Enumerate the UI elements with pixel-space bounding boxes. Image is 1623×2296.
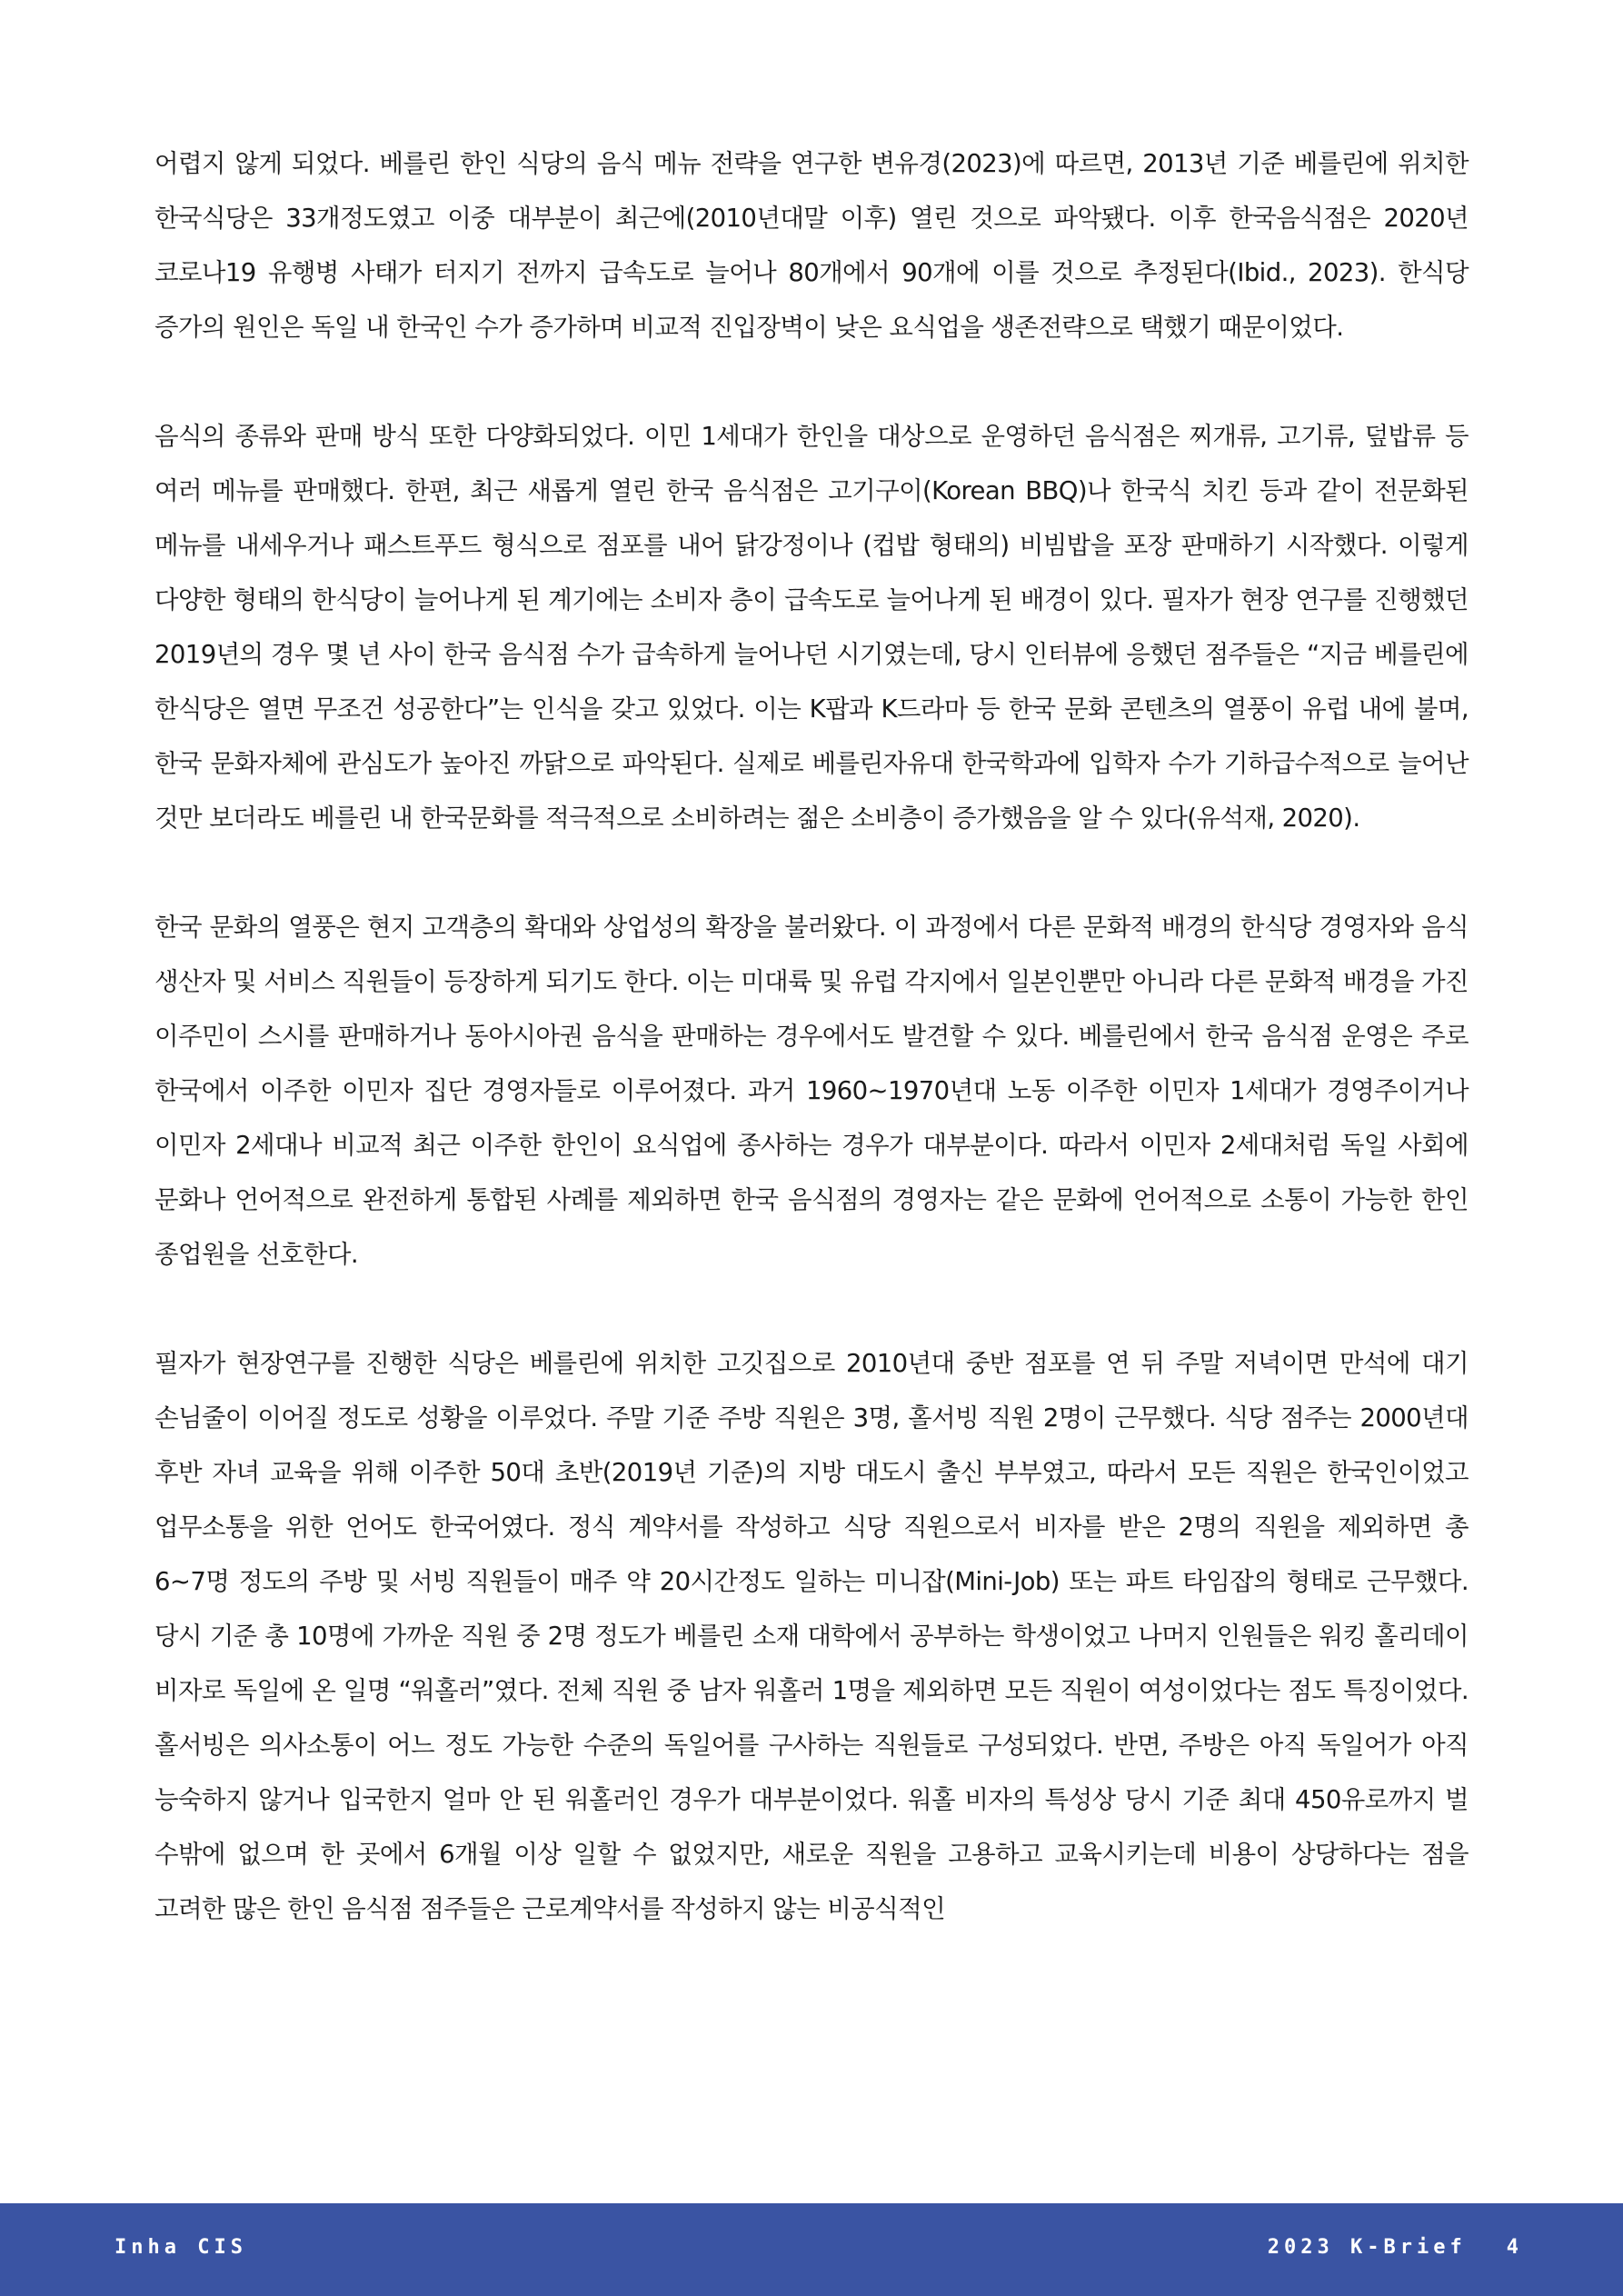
page-footer (0, 2203, 1623, 2296)
footer-organization: Inha CIS (115, 2236, 247, 2259)
footer-publication: 2023 K-Brief (1267, 2236, 1467, 2259)
paragraph: 음식의 종류와 판매 방식 또한 다양화되었다. 이민 1세대가 한인을 대상으로 운영하던 음식점은 찌개류, 고기류, 덮밥류 등 여러 메뉴를 판매했다. 한편, 최근 새롭게 열린 한국 음식점은 고기구이(Korean BBQ)나 한국식 치킨 등과 같이 전문화된 메뉴를 내세우거나 패스트푸드 형식으로 점포를 내어 닭강정이나 (컵밥 형태의) 비빔밥을 포장 판매하기 시작했다. 이렇게 다양한 형태의 한식당이 늘어나게 된 계기에는 소비자 층이 급속도로 늘어나게 된 배경이 있다. 필자가 현장 연구를 진행했던 2019년의 경우 몇 년 사이 한국 음식점 수가 급속하게 늘어나던 시기였는데, 당시 인터뷰에 응했던 점주들은 “지금 베를린에 한식당은 열면 무조건 성공한다”는 인식을 갖고 있었다. 이는 K팝과 K드라마 등 한국 문화 콘텐츠의 열풍이 유럽 내에 불며, 한국 문화자체에 관심도가 높아진 까닭으로 파악된다. 실제로 베를린자유대 한국학과에 입학자 수가 기하급수적으로 늘어난 것만 보더라도 베를린 내 한국문화를 적극적으로 소비하려는 젊은 소비층이 증가했음을 알 수 있다(유석재, 2020). (154, 422, 1469, 833)
paragraph: 필자가 현장연구를 진행한 식당은 베를린에 위치한 고깃집으로 2010년대 중반 점포를 연 뒤 주말 저녁이면 만석에 대기 손님줄이 이어질 정도로 성황을 이루었다. 주말 기준 주방 직원은 3명, 홀서빙 직원 2명이 근무했다. 식당 점주는 2000년대 후반 자녀 교육을 위해 이주한 50대 초반(2019년 기준)의 지방 대도시 출신 부부였고, 따라서 모든 직원은 한국인이었고 업무소통을 위한 언어도 한국어였다. 정식 계약서를 작성하고 식당 직원으로서 비자를 받은 2명의 직원을 제외하면 총 6~7명 정도의 주방 및 서빙 직원들이 매주 약 20시간정도 일하는 미니잡(Mini-Job) 또는 파트 타임잡의 형태로 근무했다. 당시 기준 총 10명에 가까운 직원 중 2명 정도가 베를린 소재 대학에서 공부하는 학생이었고 나머지 인원들은 워킹 홀리데이 비자로 독일에 온 일명 “워홀러”였다. 전체 직원 중 남자 워홀러 1명을 제외하면 모든 직원이 여성이었다는 점도 특징이었다. 홀서빙은 의사소통이 어느 정도 가능한 수준의 독일어를 구사하는 직원들로 구성되었다. 반면, 주방은 아직 독일어가 아직 능숙하지 않거나 입국한지 얼마 안 된 워홀러인 경우가 대부분이었다. 워홀 비자의 특성상 당시 기준 최대 450유로까지 벌 수밖에 없으며 한 곳에서 6개월 이상 일할 수 없었지만, 새로운 직원을 고용하고 교육시키는데 비용이 상당하다는 점을 고려한 많은 한인 음식점 점주들은 근로계약서를 작성하지 않는 비공식적인 (154, 1349, 1469, 1923)
footer-right-group (1268, 2236, 1523, 2259)
paragraph: 어렵지 않게 되었다. 베를린 한인 식당의 음식 메뉴 전략을 연구한 변유경(2023)에 따르면, 2013년 기준 베를린에 위치한 한국식당은 33개정도였고 이중 대부분이 최근에(2010년대말 이후) 열린 것으로 파악됐다. 이후 한국음식점은 2020년 코로나19 유행병 사태가 터지기 전까지 급속도로 늘어나 80개에서 90개에 이를 것으로 추정된다(Ibid., 2023). 한식당 증가의 원인은 독일 내 한국인 수가 증가하며 비교적 진입장벽이 낮은 요식업을 생존전략으로 택했기 때문이었다. (154, 149, 1469, 342)
paragraph: 한국 문화의 열풍은 현지 고객층의 확대와 상업성의 확장을 불러왔다. 이 과정에서 다른 문화적 배경의 한식당 경영자와 음식 생산자 및 서비스 직원들이 등장하게 되기도 한다. 이는 미대륙 및 유럽 각지에서 일본인뿐만 아니라 다른 문화적 배경을 가진 이주민이 스시를 판매하거나 동아시아권 음식을 판매하는 경우에서도 발견할 수 있다. 베를린에서 한국 음식점 운영은 주로 한국에서 이주한 이민자 집단 경영자들로 이루어졌다. 과거 1960~1970년대 노동 이주한 이민자 1세대가 경영주이거나 이민자 2세대나 비교적 최근 이주한 한인이 요식업에 종사하는 경우가 대부분이다. 따라서 이민자 2세대처럼 독일 사회에 문화나 언어적으로 완전하게 통합된 사례를 제외하면 한국 음식점의 경영자는 같은 문화에 언어적으로 소통이 가능한 한인 종업원을 선호한다. (154, 913, 1469, 1269)
document-body (154, 136, 1469, 1936)
page-number: 4 (1506, 2236, 1523, 2259)
